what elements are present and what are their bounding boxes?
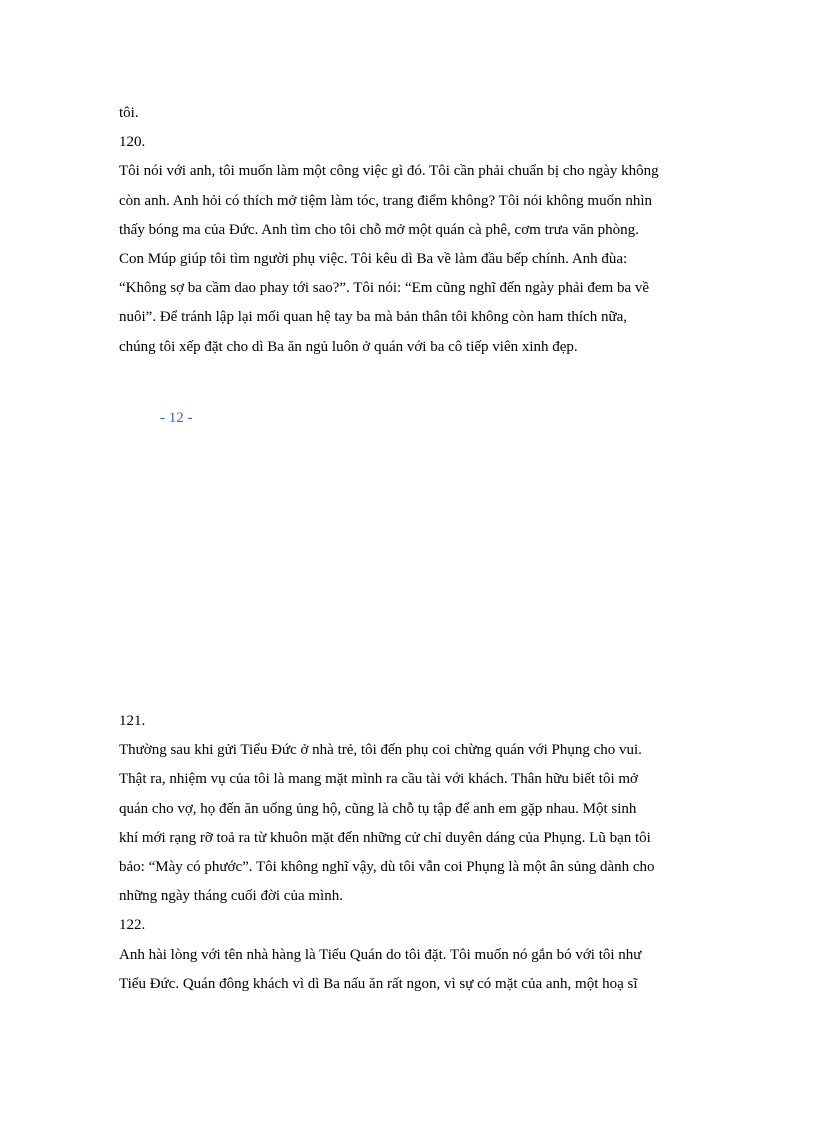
text-line: Con Múp giúp tôi tìm người phụ việc. Tôi kêu dì Ba về làm đầu bếp chính. Anh đùa: [119, 250, 628, 267]
text-line: còn anh. Anh hỏi có thích mở tiệm làm tóc, trang điểm không? Tôi nói không muốn nhìn [119, 192, 652, 209]
text-line: chúng tôi xếp đặt cho dì Ba ăn ngủ luôn ở quán với ba cô tiếp viên xinh đẹp. [119, 338, 578, 355]
text-line: Tiểu Đức. Quán đông khách vì dì Ba nấu ăn rất ngon, vì sự có mặt của anh, một hoạ sĩ [119, 975, 638, 992]
section-number: 120. [119, 134, 146, 151]
text-line: “Không sợ ba cầm dao phay tới sao?”. Tôi nói: “Em cũng nghĩ đến ngày phải đem ba về [119, 280, 650, 297]
text-line: nuôi”. Để tránh lập lại mối quan hệ tay ba mà bản thân tôi không còn ham thích nữa, [119, 309, 627, 326]
text-line: tôi. [119, 105, 139, 121]
text-line: thấy bóng ma của Đức. Anh tìm cho tôi chỗ mở một quán cà phê, cơm trưa văn phòng. [119, 221, 639, 238]
text-line: khí mới rạng rỡ toả ra từ khuôn mặt đến những cử chỉ duyên dáng của Phụng. Lũ bạn tôi [119, 829, 651, 846]
text-line: Thật ra, nhiệm vụ của tôi là mang mặt mình ra cầu tài với khách. Thân hữu biết tôi mở [119, 771, 638, 788]
text-line: Thường sau khi gửi Tiểu Đức ở nhà trẻ, tôi đến phụ coi chừng quán với Phụng cho vui. [119, 742, 642, 759]
text-line: bảo: “Mày có phước”. Tôi không nghĩ vậy, dù tôi vẫn coi Phụng là một ân sủng dành cho [119, 858, 655, 875]
page-top-text [119, 99, 709, 362]
text-line: những ngày tháng cuối đời của mình. [119, 888, 343, 905]
page-bottom-text [119, 707, 709, 999]
section-number: 122. [119, 917, 146, 934]
text-line: Tôi nói với anh, tôi muốn làm một công việc gì đó. Tôi cần phải chuẩn bị cho ngày không [119, 163, 659, 180]
text-line: quán cho vợ, họ đến ăn uống ủng hộ, cũng là chỗ tụ tập để anh em gặp nhau. Một sinh [119, 800, 637, 817]
section-number: 121. [119, 713, 146, 729]
text-line: Anh hài lòng với tên nhà hàng là Tiểu Quán do tôi đặt. Tôi muốn nó gắn bó với tôi như [119, 946, 642, 963]
page-number: - 12 - [160, 410, 193, 426]
